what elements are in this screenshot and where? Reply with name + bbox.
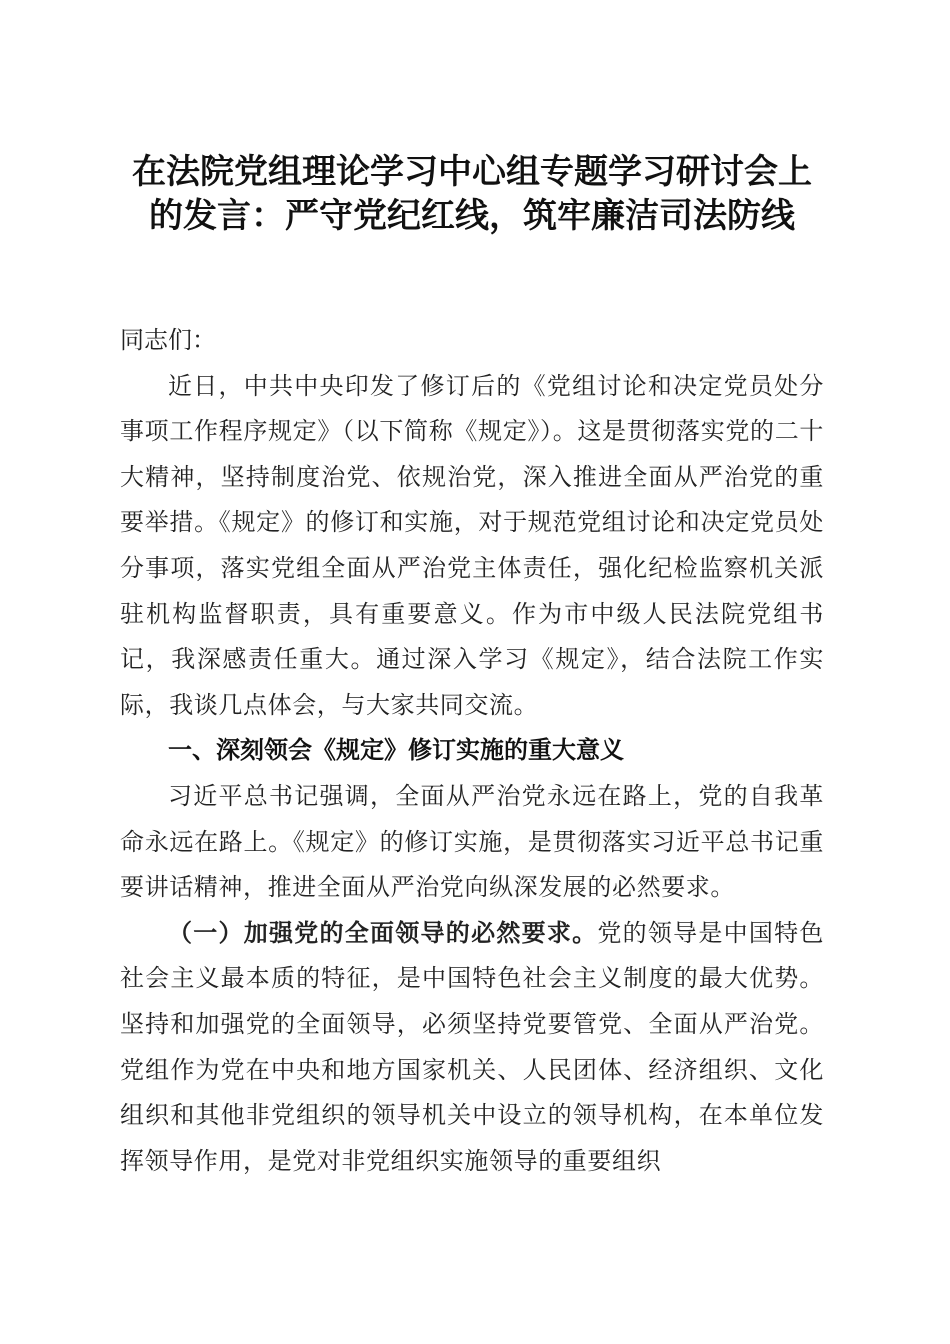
section-heading-1: 一、深刻领会《规定》修订实施的重大意义 [168, 736, 624, 765]
document-title [120, 150, 824, 238]
paragraph-subsection-1 [120, 911, 824, 1185]
paragraph-intro: 近日，中共中央印发了修订后的《党组讨论和决定党员处分事项工作程序规定》（以下简称《规定》）。这是贯彻落实党的二十大精神，坚持制度治党、依规治党，深入推进全面从严治党的重要举措。《规定》的修订和实施，对于规范党组讨论和决定党员处分事项，落实党组全面从严治党主体责任，强化纪检监察机关派驻机构监督职责，具有重要意义。作为市中级人民法院党组书记，我深感责任重大。通过深入学习《规定》，结合法院工作实际，我谈几点体会，与大家共同交流。 [120, 371, 824, 719]
title-line-2: 的发言：严守党纪红线，筑牢廉洁司法防线 [149, 196, 795, 236]
salutation: 同志们： [120, 326, 216, 354]
title-line-1: 在法院党组理论学习中心组专题学习研讨会上 [132, 152, 812, 192]
subsection-heading-1: （一）加强党的全面领导的必然要求。 [168, 918, 598, 947]
subsection-1-text: 党的领导是中国特色社会主义最本质的特征，是中国特色社会主义制度的最大优势。坚持和加强党的全面领导，必须坚持党要管党、全面从严治党。党组作为党在中央和地方国家机关、人民团体、经济组织、文化组织和其他非党组织的领导机关中设立的领导机构，在本单位发挥领导作用，是党对非党组织实施领导的重要组织 [120, 918, 825, 1175]
document-body [120, 318, 824, 1184]
paragraph-section-1: 习近平总书记强调，全面从严治党永远在路上，党的自我革命永远在路上。《规定》的修订实施，是贯彻落实习近平总书记重要讲话精神，推进全面从严治党向纵深发展的必然要求。 [120, 781, 824, 902]
